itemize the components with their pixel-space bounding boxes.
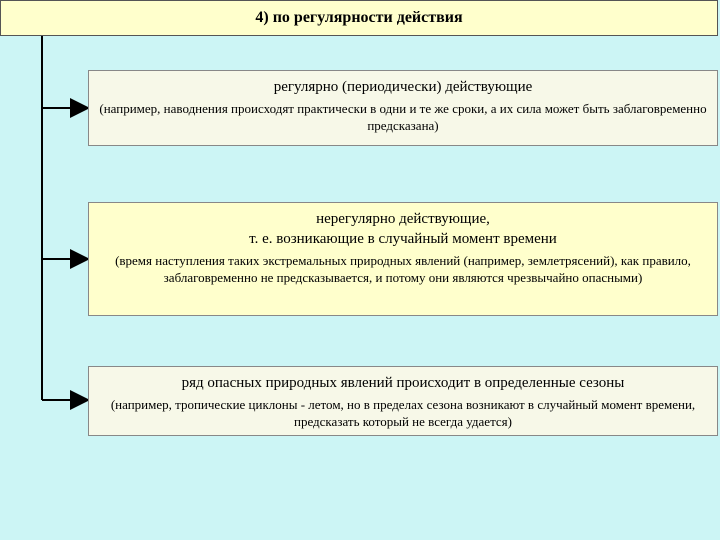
category-note: (например, наводнения происходят практически в одни и те же сроки, а их сила может быть заблаговременно предсказана) [99, 101, 707, 133]
category-title: нерегулярно действующие, т. е. возникающие в случайный момент времени [249, 211, 557, 247]
category-title: ряд опасных природных явлений происходит в определенные сезоны [181, 375, 625, 391]
category-box-regular [88, 70, 718, 146]
category-box-irregular [88, 202, 718, 316]
category-note: (время наступления таких экстремальных природных явлений (например, землетрясений), как правило, заблаговременно не предсказывается, и потому они являются чрезвычайно опасными) [115, 253, 691, 285]
category-note: (например, тропические циклоны - летом, но в пределах сезона возникают в случайный момент времени, предсказать который не всегда удается) [110, 397, 696, 429]
category-title: регулярно (периодически) действующие [273, 79, 533, 95]
category-box-seasonal [88, 366, 718, 436]
page-title: 4) по регулярности действия [0, 0, 718, 36]
